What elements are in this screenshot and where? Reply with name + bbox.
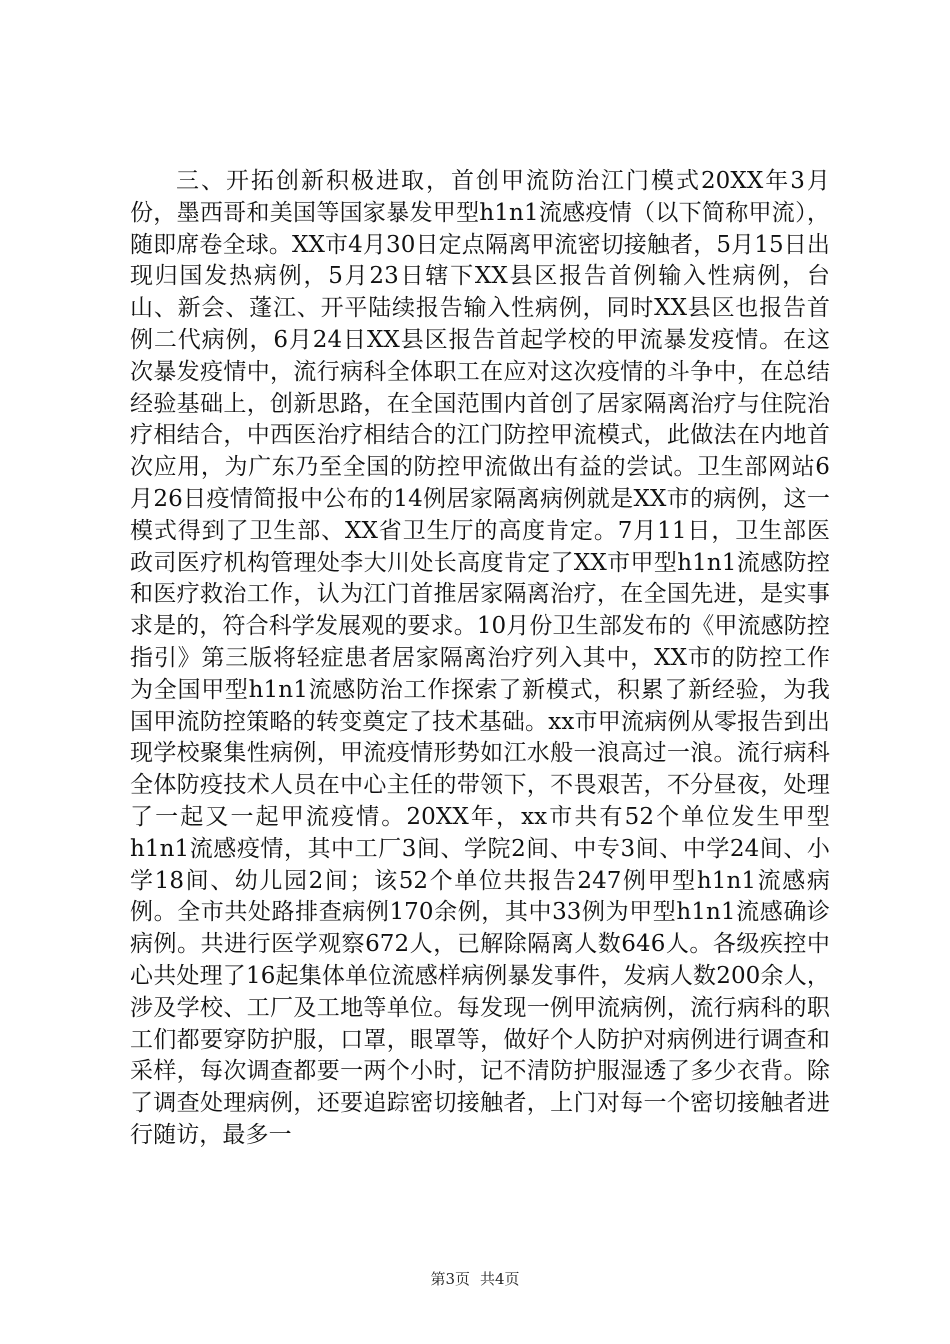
page-number-total: 共4页 xyxy=(480,1270,520,1288)
body-paragraph: 三、开拓创新积极进取，首创甲流防治江门模式20XX年3月份，墨西哥和美国等国家暴发甲型h1n1流感疫情（以下简称甲流），随即席卷全球。XX市4月30日定点隔离甲流密切接触者，5月15日出现归国发热病例，5月23日辖下XX县区报告首例输入性病例，台山、新会、蓬江、开平陆续报告输入性病例，同时XX县区也报告首例二代病例，6月24日XX县区报告首起学校的甲流暴发疫情。在这次暴发疫情中，流行病科全体职工在应对这次疫情的斗争中，在总结经验基础上，创新思路，在全国范围内首创了居家隔离治疗与住院治疗相结合，中西医治疗相结合的江门防控甲流模式，此做法在内地首次应用，为广东乃至全国的防控甲流做出有益的尝试。卫生部网站6月26日疫情简报中公布的14例居家隔离病例就是XX市的病例，这一模式得到了卫生部、XX省卫生厅的高度肯定。7月11日，卫生部医政司医疗机构管理处李大川处长高度肯定了XX市甲型h1n1流感防控和医疗救治工作，认为江门首推居家隔离治疗，在全国先进，是实事求是的，符合科学发展观的要求。10月份卫生部发布的《甲流感防控指引》第三版将轻症患者居家隔离治疗列入其中，XX市的防控工作为全国甲型h1n1流感防治工作探索了新模式，积累了新经验，为我国甲流防控策略的转变奠定了技术基础。xx市甲流病例从零报告到出现学校聚集性病例，甲流疫情形势如江水般一浪高过一浪。流行病科全体防疫技术人员在中心主任的带领下，不畏艰苦，不分昼夜，处理了一起又一起甲流疫情。20XX年，xx市共有52个单位发生甲型h1n1流感疫情，其中工厂3间、学院2间、中专3间、中学24间、小学18间、幼儿园2间；该52个单位共报告247例甲型h1n1流感病例。全市共处路排查病例170余例，其中33例为甲型h1n1流感确诊病例。共进行医学观察672人，已解除隔离人数646人。各级疾控中心共处理了16起集体单位流感样病例暴发事件，发病人数200余人，涉及学校、工厂及工地等单位。每发现一例甲流病例，流行病科的职工们都要穿防护服，口罩，眼罩等，做好个人防护对病例进行调查和采样，每次调查都要一两个小时，记不清防护服湿透了多少衣背。除了调查处理病例，还要追踪密切接触者，上门对每一个密切接触者进行随访，最多一 xyxy=(130,168,830,1148)
page-number-current: 第3页 xyxy=(430,1270,470,1288)
page-footer xyxy=(0,1268,950,1289)
